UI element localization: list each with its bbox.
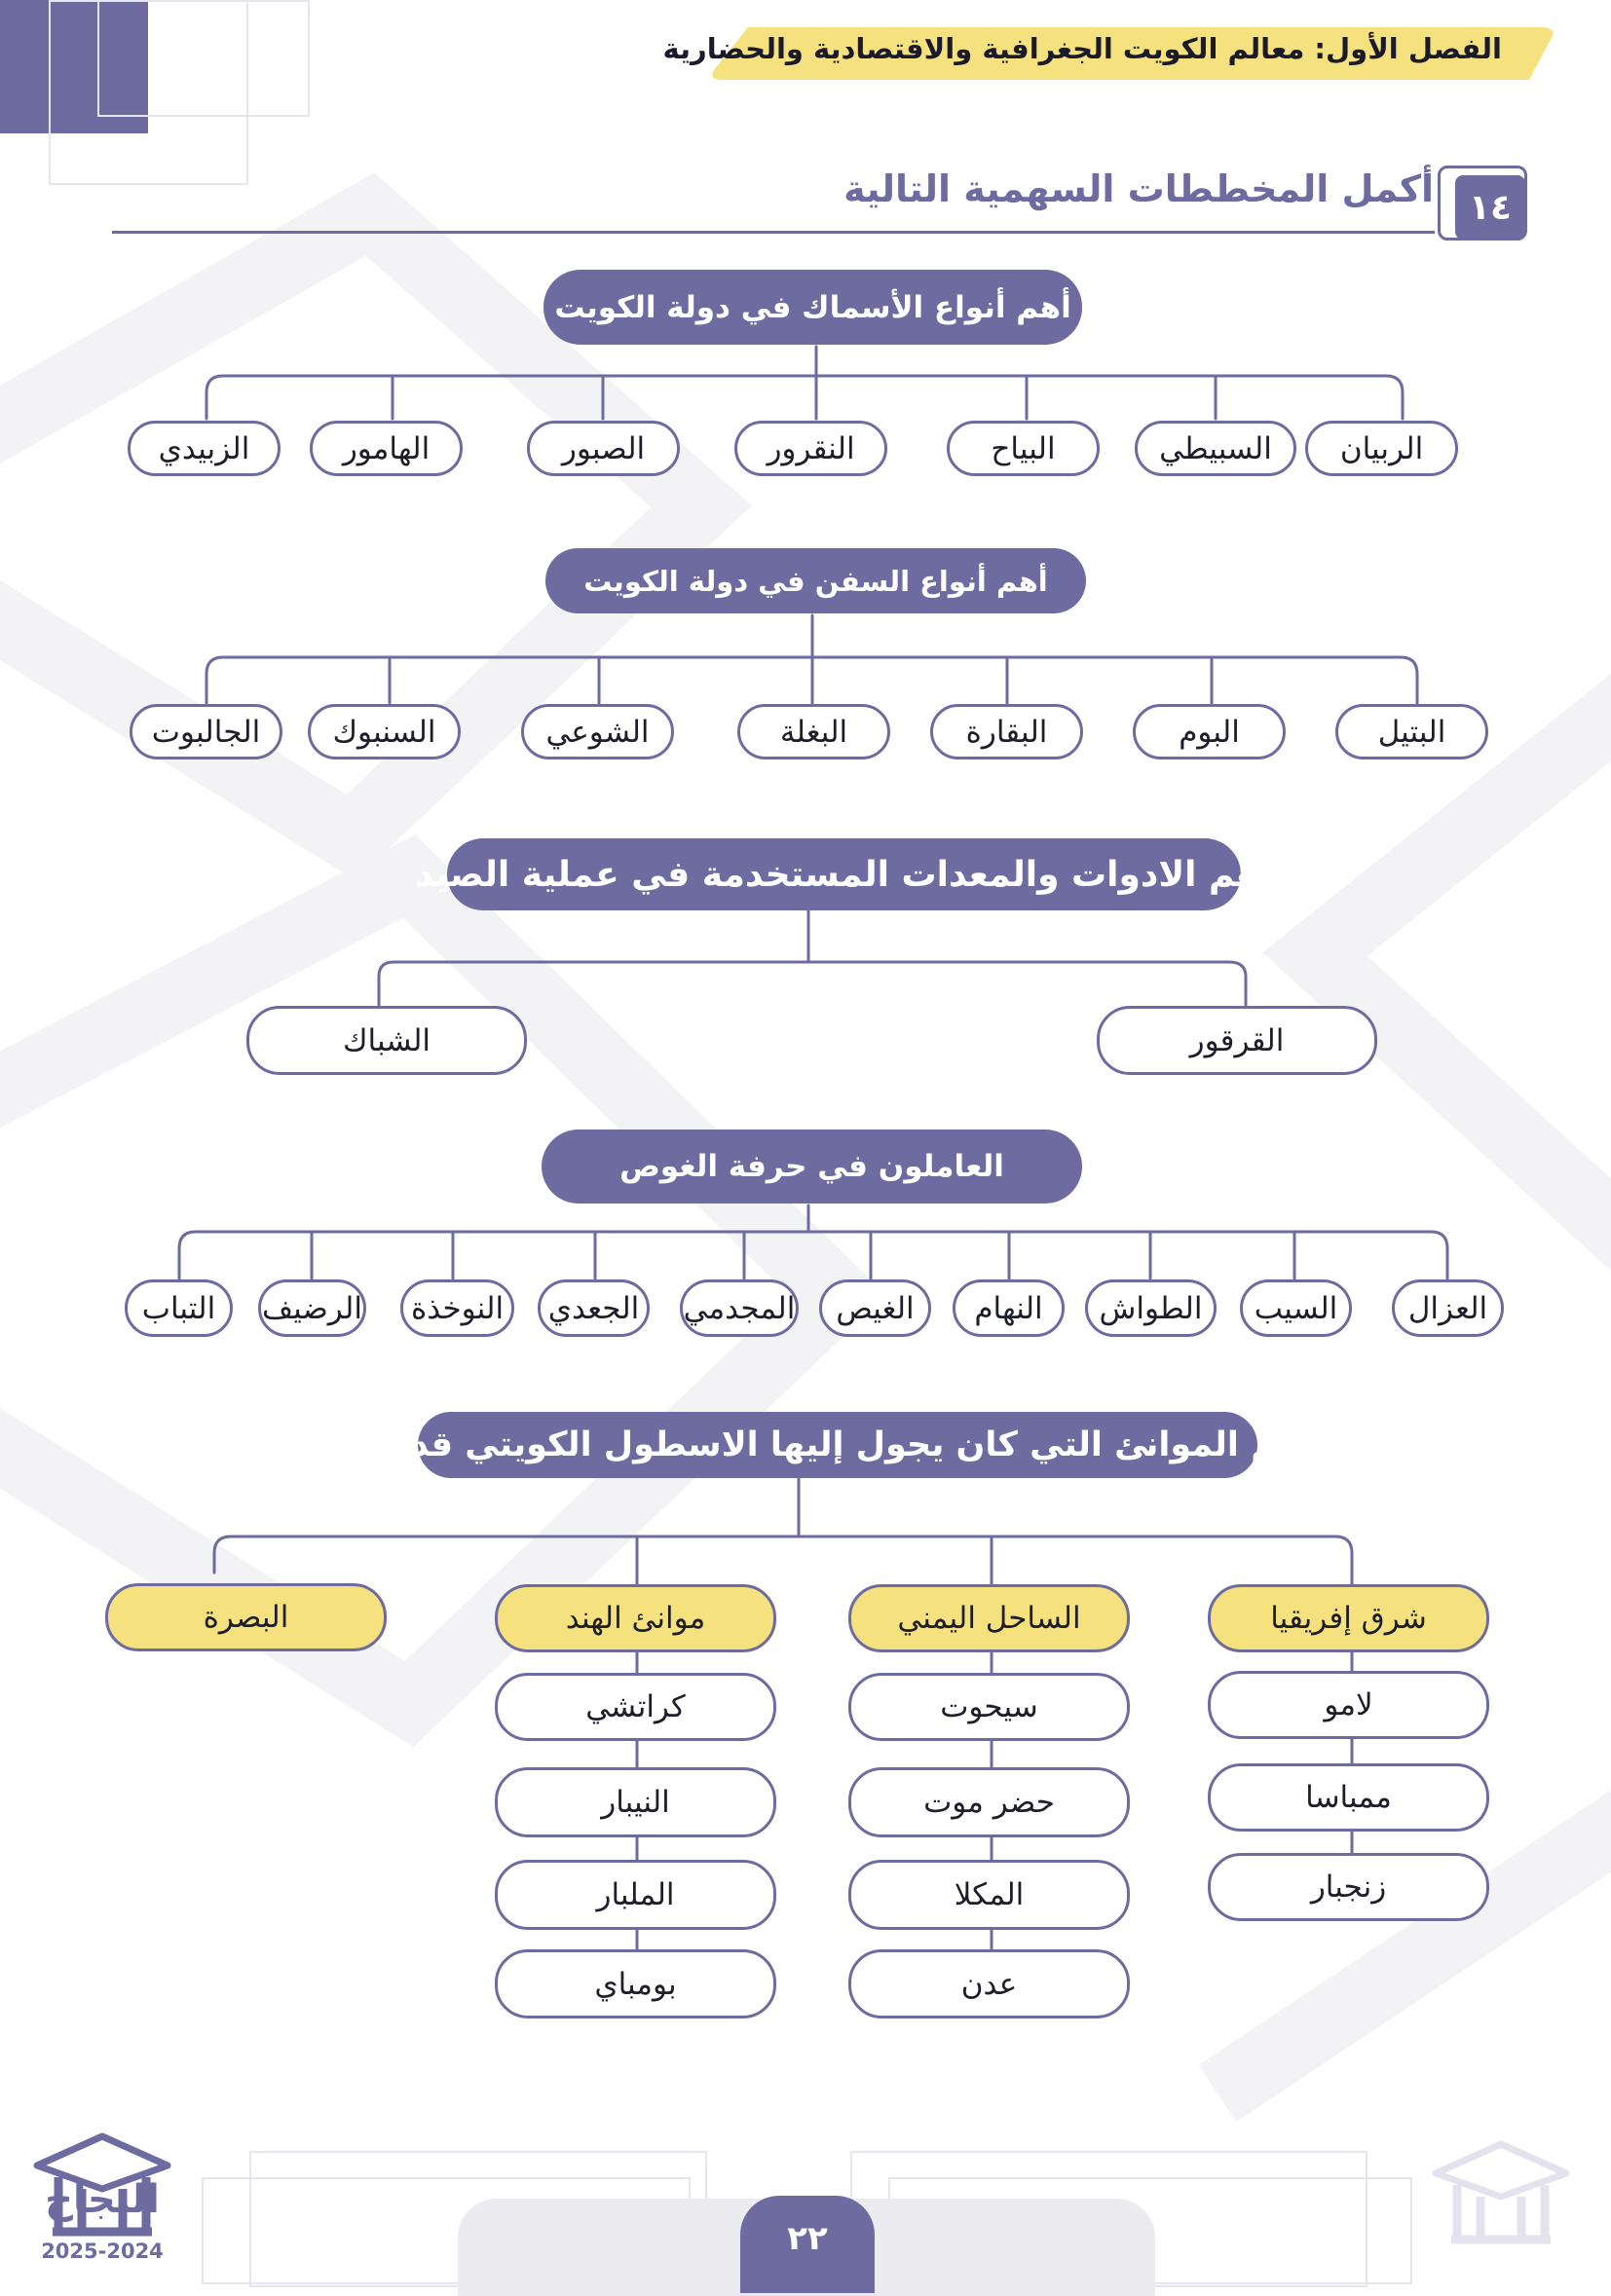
fish-diagram-title: أهم أنواع الأسماك في دولة الكويت [543,270,1082,345]
port-item: المكلا [848,1860,1130,1930]
diving-item: الجعدي [538,1279,650,1337]
diving-item: الغيص [819,1279,931,1337]
fish-item: الصبور [527,421,680,476]
exercise-number: ١٤ [1469,187,1512,228]
ship-item: البغلة [737,704,890,759]
diving-item: النهام [953,1279,1065,1337]
ship-item: الشوعي [521,704,674,759]
fish-item: السبيطي [1135,421,1296,476]
diving-item: المجدمي [680,1279,799,1337]
page-number: ٢٢ [787,2219,828,2258]
watermark-logo [1428,2138,1574,2245]
diving-item: الطواش [1085,1279,1217,1337]
diving-item: النوخذة [400,1279,514,1337]
fish-item: الهامور [310,421,463,476]
port-item: زنجبار [1208,1853,1489,1921]
exercise-number-badge [1455,175,1525,240]
ship-item: الجالبوت [130,704,282,759]
fish-item: النقرور [734,421,887,476]
diving-item: التباب [125,1279,233,1337]
exercise-title: أكمل المخططات السهمية التالية [843,167,1434,210]
watermark-cap-icon [1428,2138,1574,2245]
port-item: ممباسا [1208,1763,1489,1832]
ports-column-heading: الساحل اليمني [848,1584,1130,1652]
logo-text: النجاح [45,2177,160,2222]
diving-diagram-title: العاملون في حرفة الغوص [542,1129,1082,1204]
logo [29,2130,175,2267]
tool-item: القرقور [1097,1006,1377,1075]
port-item: لامو [1208,1671,1489,1739]
diving-item: السيب [1240,1279,1352,1337]
ships-diagram-title: أهم أنواع السفن في دولة الكويت [545,548,1086,613]
fish-item: البياح [947,421,1100,476]
tools-diagram-title: أهم الادوات والمعدات المستخدمة في عملية الصيد [447,838,1241,910]
port-item: عدن [848,1949,1130,2018]
ship-item: البقارة [930,704,1083,759]
port-item: الملبار [495,1860,776,1930]
chapter-title: الفصل الأول: معالم الكويت الجغرافية والاقتصادية والحضارية [662,32,1502,65]
ports-column-heading: البصرة [105,1583,387,1651]
diving-item: الرضيف [258,1279,366,1337]
ports-column-heading: موانئ الهند [495,1584,776,1652]
ship-item: السنبوك [308,704,461,759]
ship-item: البوم [1133,704,1286,759]
ports-diagram-title: أهم الموانئ التي كان يجول إليها الاسطول الكويتي قديماً [418,1412,1257,1478]
port-item: بومباي [495,1949,776,2018]
page-number-tab [740,2196,875,2293]
port-item: النيبار [495,1767,776,1837]
ports-column-heading: شرق إفريقيا [1208,1584,1489,1652]
fish-item: الربيان [1305,421,1458,476]
port-item: سيحوت [848,1673,1130,1741]
port-item: حضر موت [848,1767,1130,1837]
fish-item: الزبيدي [128,421,281,476]
tool-item: الشباك [246,1006,527,1075]
port-item: كراتشي [495,1673,776,1741]
logo-year: 2025-2024 [41,2240,164,2263]
diving-item: العزال [1392,1279,1504,1337]
ship-item: البتيل [1335,704,1488,759]
